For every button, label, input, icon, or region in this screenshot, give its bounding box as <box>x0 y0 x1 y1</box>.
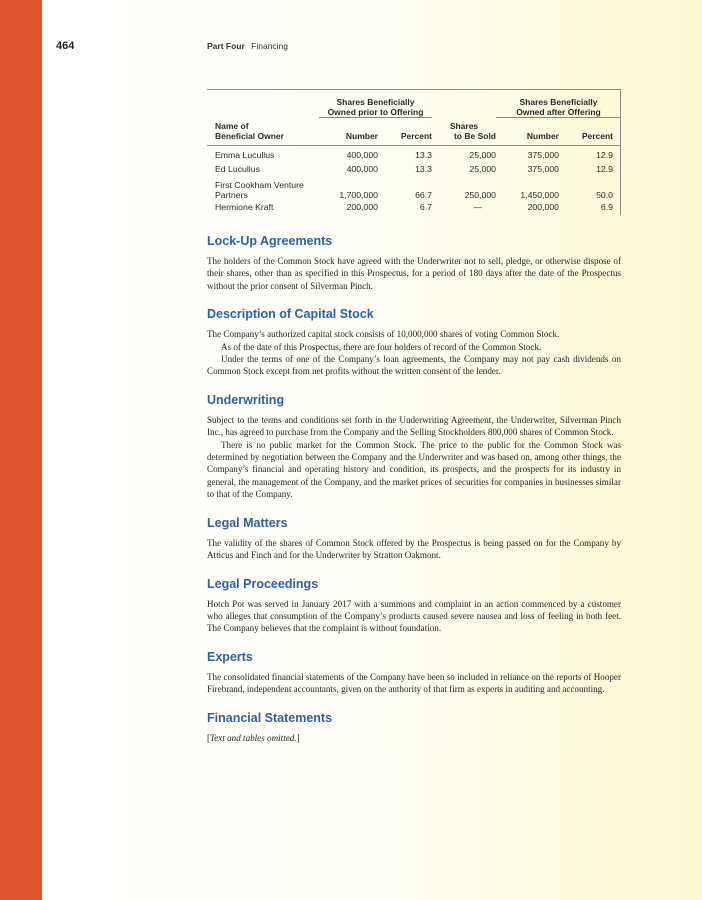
col-header-name <box>207 118 319 146</box>
cell-name-line2: Partners <box>215 189 248 200</box>
section-underwriting <box>207 392 621 501</box>
cell-percent-after: 50.0 <box>596 189 613 200</box>
col-header-number: Number <box>319 118 378 146</box>
cell-percent: 13.3 <box>415 150 432 161</box>
group-header-prior <box>319 90 432 118</box>
col-sold-line2: to Be Sold <box>453 130 496 141</box>
cell-name <box>207 176 319 201</box>
col-sold-line1: Shares <box>449 120 479 131</box>
cell-name-line1: First Cookham Venture <box>215 179 304 190</box>
cell-percent: 6.7 <box>419 202 432 213</box>
cell-percent-after: 12.9 <box>596 163 613 174</box>
section-legal-proceedings <box>207 576 621 635</box>
col-header-sold <box>432 118 496 146</box>
table-right-rule <box>620 90 621 215</box>
cell-sold: — <box>473 202 482 213</box>
running-head <box>207 41 288 51</box>
section-lockup <box>207 233 621 292</box>
cell-percent: 13.3 <box>415 163 432 174</box>
cell-sold: 25,000 <box>469 150 496 161</box>
cell-number-after: 1,450,000 <box>520 189 559 200</box>
cell-name: Emma Lucullus <box>215 150 275 161</box>
section-experts <box>207 649 621 696</box>
page-number: 464 <box>56 40 75 52</box>
cell-percent-after: 6.9 <box>600 202 613 213</box>
part-label: Part Four <box>207 41 245 51</box>
table-row <box>207 145 621 162</box>
col-name-line1: Name of <box>215 120 249 131</box>
heading-capital-stock: Description of Capital Stock <box>207 307 374 322</box>
bracket-open: [ <box>207 732 211 743</box>
heading-lockup: Lock-Up Agreements <box>207 234 333 248</box>
cell-name: Hermione Kraft <box>215 202 274 213</box>
cell-name: Ed Lucullus <box>215 163 260 174</box>
para-legal-proceedings: Hotch Pot was served in January 2017 with a summons and complaint in an action commenced by a customer who alleges that consumption of the Company’s products caused severe nausea and loss of feeling in both feet. The Company believes that the complaint is without foundation. <box>207 598 621 634</box>
para-underwriting-1: Subject to the terms and conditions set forth in the Underwriting Agreement, the Underwriter, Silverman Pinch Inc., has agreed to purchase from the Company and the Selling Stockholders 800,000 shares of Common Stock. <box>207 414 621 438</box>
para-financial-statements <box>207 732 621 744</box>
cell-percent-after: 12.9 <box>596 150 613 161</box>
col-header-percent-after: Percent <box>559 118 621 146</box>
para-legal-matters: The validity of the shares of Common Stock offered by the Prospectus is being passed on for the Company by Atticus and Finch and for the Underwriter by Stratton Oakmont. <box>207 537 621 561</box>
section-financial-statements <box>207 710 621 744</box>
para-capital-1: The Company’s authorized capital stock consists of 10,000,000 shares of voting Common Stock. <box>207 329 560 340</box>
cell-percent: 66.7 <box>415 189 432 200</box>
cell-number: 1,700,000 <box>339 189 378 200</box>
ownership-table <box>207 89 621 214</box>
para-capital-3: Under the terms of one of the Company’s loan agreements, the Company may not pay cash dividends on Common Stock except from net profits without the written consent of the lender. <box>207 354 621 377</box>
table-row <box>207 162 621 176</box>
col-header-percent: Percent <box>378 118 432 146</box>
para-lockup: The holders of the Common Stock have agreed with the Underwriter not to sell, pledge, or otherwise dispose of their shares, other than as specified in this Prospectus, for a period of 180 days after the date of the Prospectus without the prior consent of Silverman Pinch. <box>207 256 621 291</box>
para-experts: The consolidated financial statements of the Company have been so included in reliance on the reports of Hooper Firebrand, independent accountants, given on the authority of that firm as experts in auditing and accounting. <box>207 671 621 695</box>
cell-number: 400,000 <box>346 150 378 161</box>
para-capital-2: As of the date of this Prospectus, there are four holders of record of the Common Stock. <box>221 341 542 352</box>
cell-number: 200,000 <box>346 202 378 213</box>
cell-number-after: 375,000 <box>527 150 559 161</box>
group-after-line1: Shares Beneficially <box>519 97 598 107</box>
group-after-line2: Owned after Offering <box>516 107 601 117</box>
group-prior-line1: Shares Beneficially <box>336 97 415 107</box>
cell-sold: 250,000 <box>464 189 496 200</box>
prospectus-body <box>207 233 621 758</box>
omitted-note: Text and tables omitted. <box>210 732 297 743</box>
table-row <box>207 176 621 201</box>
col-header-number-after: Number <box>496 118 559 146</box>
cell-number: 400,000 <box>346 163 378 174</box>
col-name-line2: Beneficial Owner <box>215 130 284 141</box>
heading-legal-proceedings: Legal Proceedings <box>207 576 319 591</box>
group-prior-line2: Owned prior to Offering <box>327 107 424 117</box>
cell-number-after: 375,000 <box>527 163 559 174</box>
cell-number-after: 200,000 <box>527 202 559 213</box>
group-header-after <box>496 90 621 118</box>
bracket-close: ] <box>296 732 300 743</box>
section-capital-stock <box>207 306 621 378</box>
heading-financial-statements: Financial Statements <box>207 710 333 725</box>
para-underwriting-2: There is no public market for the Common Stock. The price to the public for the Common Stock was determined by negotiation between the Company and the Underwriter and was based on, among other things, the Company’s financial and operating history and condition, its prospects, and the prospects for its industry in general, the management of the Company, and the market prices of securities for companies in businesses similar to that of the Company. <box>207 439 621 500</box>
section-label: Financing <box>251 41 289 51</box>
cell-sold: 25,000 <box>469 163 496 174</box>
section-legal-matters <box>207 515 621 562</box>
heading-underwriting: Underwriting <box>207 392 285 407</box>
heading-experts: Experts <box>207 649 253 664</box>
side-color-bar <box>0 0 42 900</box>
table-row <box>207 201 621 215</box>
heading-legal-matters: Legal Matters <box>207 515 288 530</box>
